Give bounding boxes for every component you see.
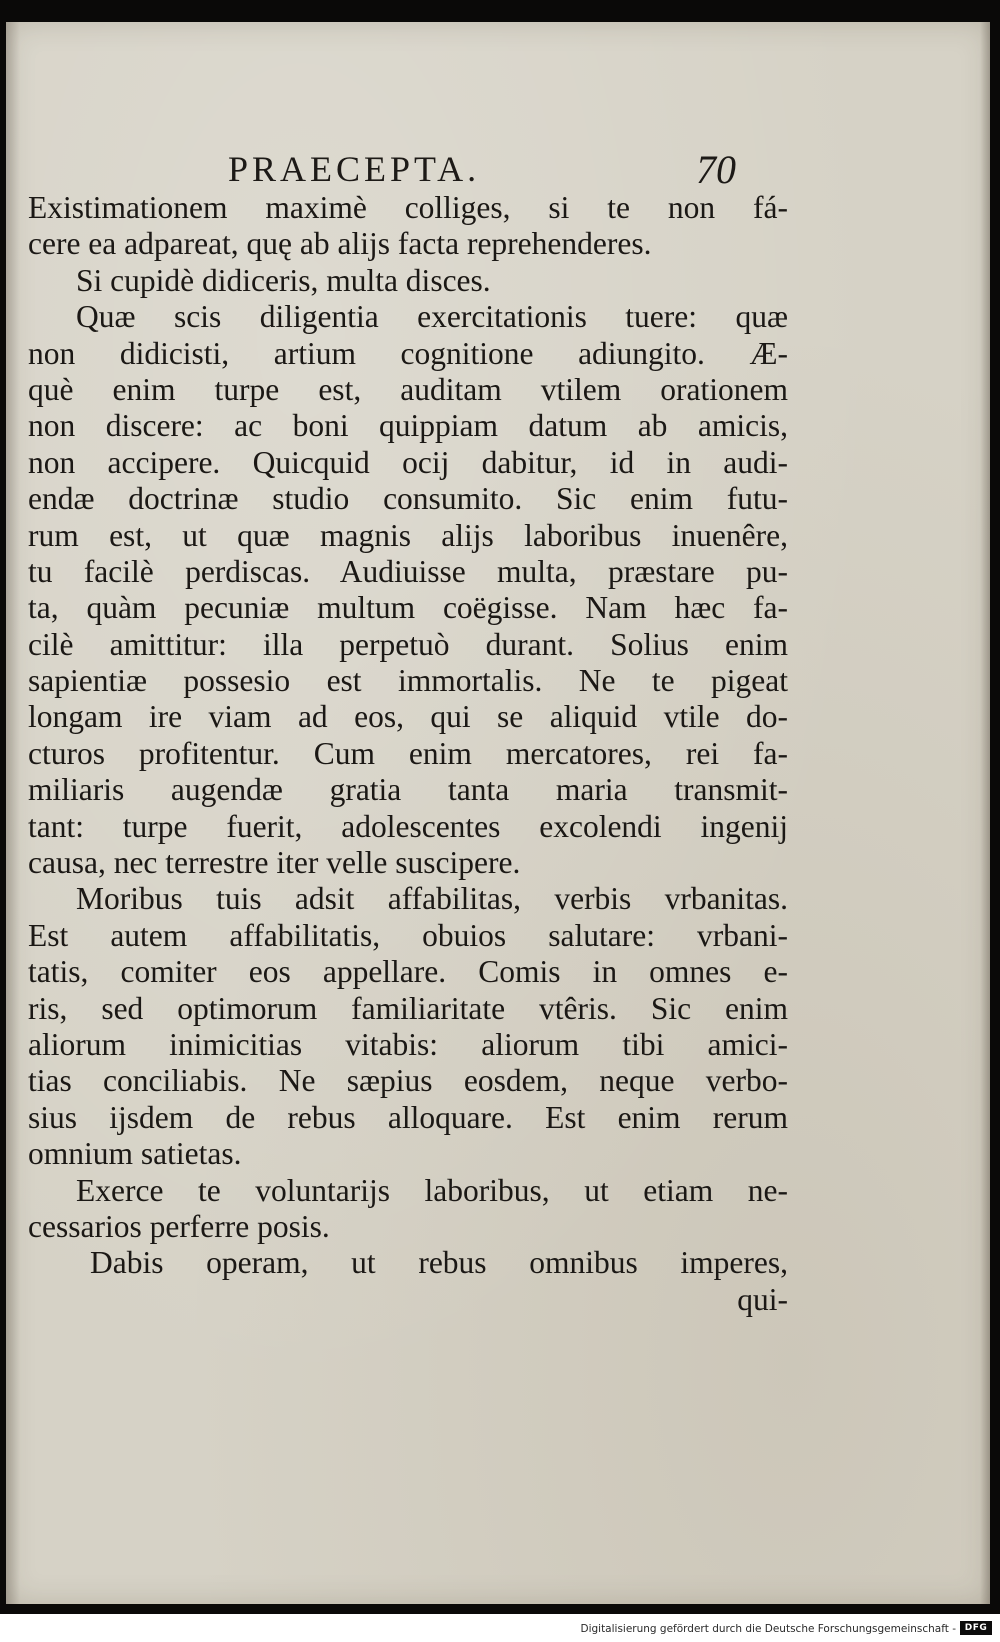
text-line: aliorum inimicitias vitabis: aliorum tibi amici- — [28, 1026, 788, 1062]
text-line: Dabis operam, ut rebus omnibus imperes, — [90, 1245, 788, 1281]
text-line: causa, nec terrestre iter velle suscipere. — [28, 845, 521, 881]
text-line: tu facilè perdiscas. Audiuisse multa, præstare pu- — [28, 553, 788, 589]
page-number: 70 — [696, 147, 736, 192]
text-line: non didicisti, artium cognitione adiungito. Æ- — [28, 335, 788, 371]
book-page — [6, 22, 990, 1604]
text-line: Moribus tuis adsit affabilitas, verbis vrbanitas. — [76, 881, 788, 917]
funding-credit: Digitalisierung gefördert durch die Deutsche Forschungsgemeinschaft - — [580, 1623, 956, 1635]
catchword: qui- — [737, 1281, 788, 1317]
running-title: PRAECEPTA. — [228, 149, 481, 189]
text-line: cessarios perferre posis. — [28, 1208, 330, 1244]
text-line: Est autem affabilitatis, obuios salutare: vrbani- — [28, 917, 788, 953]
text-line: tias conciliabis. Ne sæpius eosdem, neque verbo- — [28, 1063, 788, 1099]
text-line: Existimationem maximè colliges, si te non fá- — [28, 190, 788, 225]
text-line: cere ea adpareat, quę ab alijs facta reprehenderes. — [28, 226, 652, 262]
text-line: non accipere. Quicquid ocij dabitur, id in audi- — [28, 444, 788, 480]
text-line: Quæ scis diligentia exercitationis tuere: quæ — [76, 299, 788, 335]
text-line: non discere: ac boni quippiam datum ab amicis, — [28, 408, 788, 444]
text-line: tatis, comiter eos appellare. Comis in omnes e- — [28, 954, 788, 990]
text-line: ris, sed optimorum familiaritate vtêris. Sic enim — [28, 990, 788, 1026]
text-line: longam ire viam ad eos, qui se aliquid vtile do- — [28, 699, 788, 735]
text-line: tant: turpe fuerit, adolescentes excolendi ingenij — [28, 808, 788, 844]
page-edge-shadow — [980, 22, 990, 1604]
text-line: sius ijsdem de rebus alloquare. Est enim rerum — [28, 1099, 788, 1135]
text-line: omnium satietas. — [28, 1136, 242, 1172]
text-line: endæ doctrinæ studio consumito. Sic enim futu- — [28, 481, 788, 517]
text-line: cilè amittitur: illa perpetuò durant. Solius enim — [28, 626, 788, 662]
footer-strip — [0, 1614, 1000, 1642]
text-line: cturos profitentur. Cum enim mercatores, rei fa- — [28, 735, 788, 771]
body-text — [28, 190, 788, 1318]
text-line: rum est, ut quæ magnis alijs laboribus inuenêre, — [28, 517, 788, 553]
text-line: Si cupidè didiceris, multa disces. — [76, 262, 491, 298]
text-line: ta, quàm pecuniæ multum coëgisse. Nam hæc fa- — [28, 590, 788, 626]
text-line: miliaris augendæ gratia tanta maria transmit- — [28, 772, 788, 808]
text-line: sapientiæ possesio est immortalis. Ne te pigeat — [28, 663, 788, 699]
text-line: què enim turpe est, auditam vtilem orationem — [28, 371, 788, 407]
text-line: Exerce te voluntarijs laboribus, ut etiam ne- — [76, 1172, 788, 1208]
dfg-logo: DFG — [960, 1621, 992, 1635]
running-head — [6, 130, 990, 190]
